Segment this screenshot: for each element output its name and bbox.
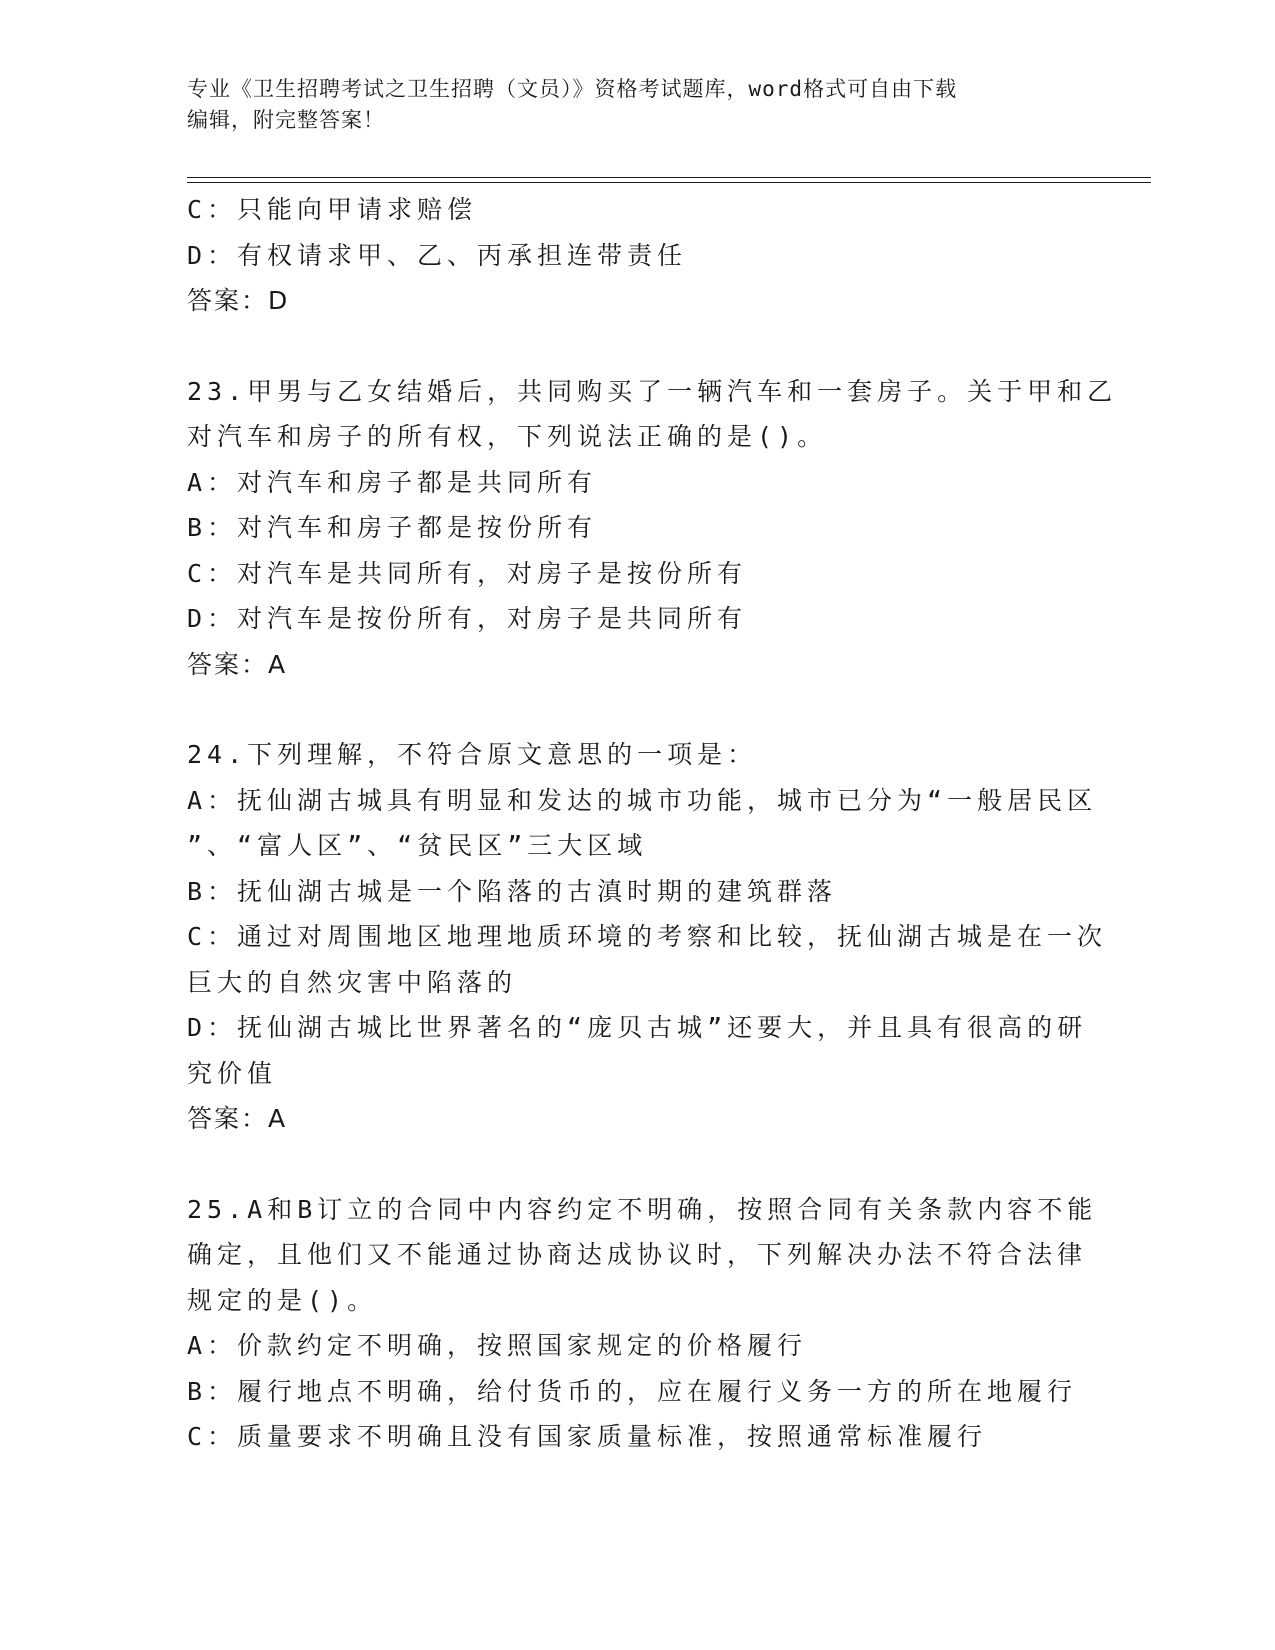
answer: 答案：D [187,286,290,315]
spacer [187,1142,1087,1187]
option-c: C：对汽车是共同所有，对房子是按份所有 [187,558,748,588]
option-b: B：履行地点不明确，给付货币的，应在履行义务一方的所在地履行 [187,1376,1078,1406]
question-stem-cont: 确定，且他们又不能通过协商达成协议时，下列解决办法不符合法律 [187,1240,1088,1269]
option-c: C：只能向甲请求赔偿 [187,195,478,224]
question-stem: 24.下列理解，不符合原文意思的一项是： [187,740,758,769]
option-d-cont: 究价值 [187,1058,278,1088]
question-stem: 23.甲男与乙女结婚后，共同购买了一辆汽车和一套房子。关于甲和乙 [187,376,1118,406]
option-d: D：有权请求甲、乙、丙承担连带责任 [187,240,688,270]
spacer [187,324,1087,369]
question-stem-cont: 对汽车和房子的所有权，下列说法正确的是()。 [187,422,828,451]
question-24 [187,732,1108,1142]
option-a-cont: ”、“富人区”、“贫民区”三大区域 [187,831,648,860]
prev-question-tail [187,187,1087,324]
option-a: A：价款约定不明确，按照国家规定的价格履行 [187,1331,808,1360]
header-line-2: 编辑，附完整答案！ [187,108,385,132]
answer: 答案：A [187,649,288,679]
option-d: D：抚仙湖古城比世界著名的“庞贝古城”还要大，并且具有很高的研 [187,1013,1088,1042]
option-b: B：抚仙湖古城是一个陷落的古滇时期的建筑群落 [187,876,838,906]
option-c-cont: 巨大的自然灾害中陷落的 [187,967,518,997]
document-header [187,74,1087,136]
question-stem-cont: 规定的是()。 [187,1285,378,1315]
question-stem: 25.A和B订立的合同中内容约定不明确，按照合同有关条款内容不能 [187,1194,1098,1224]
option-d: D：对汽车是按份所有，对房子是共同所有 [187,604,748,633]
header-line-1: 专业《卫生招聘考试之卫生招聘（文员）》资格考试题库，word格式可自由下载 [187,77,958,101]
option-a: A：对汽车和房子都是共同所有 [187,467,598,497]
question-23 [187,369,1118,688]
option-b: B：对汽车和房子都是按份所有 [187,513,598,542]
spacer [187,687,1087,732]
option-a: A：抚仙湖古城具有明显和发达的城市功能，城市已分为“一般居民区 [187,785,1098,815]
question-content [187,187,1118,1460]
header-divider [187,177,1151,183]
option-c: C：通过对周围地区地理地质环境的考察和比较，抚仙湖古城是在一次 [187,922,1108,951]
answer: 答案：A [187,1104,288,1133]
option-c: C：质量要求不明确且没有国家质量标准，按照通常标准履行 [187,1422,988,1451]
question-25 [187,1187,1098,1460]
